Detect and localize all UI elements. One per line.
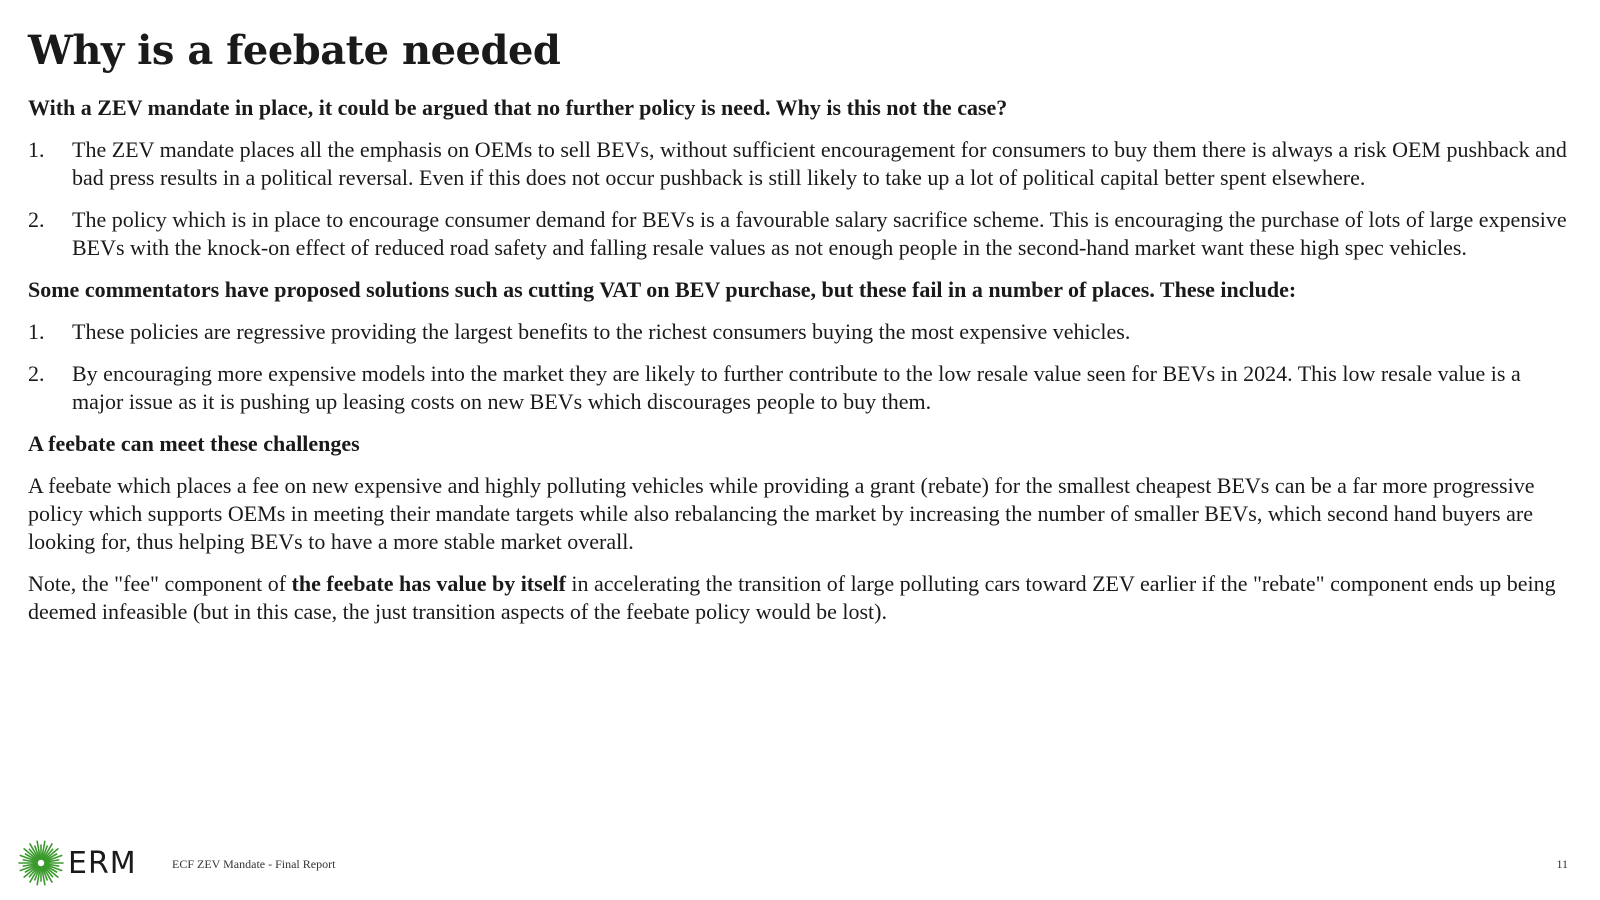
page-number: 11 bbox=[1556, 857, 1568, 871]
list-number: 1. bbox=[28, 319, 45, 344]
page-title: Why is a feebate needed bbox=[28, 27, 561, 74]
mandate-reasons-list bbox=[28, 136, 1573, 262]
list-item bbox=[28, 136, 1573, 192]
list-item bbox=[28, 360, 1573, 416]
report-name: ECF ZEV Mandate - Final Report bbox=[172, 857, 336, 871]
slide bbox=[28, 20, 1573, 640]
note-text-start: Note, the "fee" component of bbox=[28, 571, 292, 596]
list-item-text: These policies are regressive providing the largest benefits to the richest consumers buying the most expensive vehicles. bbox=[72, 319, 1131, 344]
note-emphasis: the feebate has value by itself bbox=[291, 571, 566, 596]
alternatives-issues-list bbox=[28, 318, 1573, 416]
slide-content bbox=[28, 94, 1573, 626]
list-number: 2. bbox=[28, 361, 45, 386]
list-number: 2. bbox=[28, 207, 45, 232]
section-heading-alternatives: Some commentators have proposed solutions such as cutting VAT on BEV purchase, but these fail in a number of places. These include: bbox=[28, 277, 1297, 302]
section-heading-feebate: A feebate can meet these challenges bbox=[28, 431, 360, 456]
list-item bbox=[28, 318, 1573, 346]
note-paragraph bbox=[28, 570, 1573, 626]
list-item-text: The ZEV mandate places all the emphasis on OEMs to sell BEVs, without sufficient encouragement for consumers to buy them there is always a risk OEM pushback and bad press results in a political reversal. Even if this does not occur pushback is still likely to take up a lot of political capital better spent elsewhere. bbox=[72, 137, 1567, 190]
sunburst-icon bbox=[18, 840, 64, 886]
list-item-text: By encouraging more expensive models into the market they are likely to further contribute to the low resale value seen for BEVs in 2024. This low resale value is a major issue as it is pushing up leasing costs on new BEVs which discourages people to buy them. bbox=[72, 361, 1521, 414]
erm-logo bbox=[18, 840, 137, 886]
section-heading-mandate: With a ZEV mandate in place, it could be argued that no further policy is need. Why is this not the case? bbox=[28, 95, 1008, 120]
feebate-paragraph: A feebate which places a fee on new expensive and highly polluting vehicles while providing a grant (rebate) for the smallest cheapest BEVs can be a far more progressive policy which supports OEMs in meeting their mandate targets while also rebalancing the market by increasing the number of smaller BEVs, which second hand buyers are looking for, thus helping BEVs to have a more stable market overall. bbox=[28, 473, 1535, 554]
list-item-text: The policy which is in place to encourage consumer demand for BEVs is a favourable salary sacrifice scheme. This is encouraging the purchase of lots of large expensive BEVs with the knock-on effect of reduced road safety and falling resale values as not enough people in the second-hand market want these high spec vehicles. bbox=[72, 207, 1567, 260]
footer bbox=[0, 830, 1600, 900]
note-text-end: in accelerating the transition of large polluting cars toward ZEV earlier if the "rebate" component ends up being deemed infeasible (but in this case, the just transition aspects of the feebate policy would be lost). bbox=[28, 571, 1556, 624]
list-number: 1. bbox=[28, 137, 45, 162]
logo-wordmark: ERM bbox=[68, 845, 137, 881]
list-item bbox=[28, 206, 1573, 262]
